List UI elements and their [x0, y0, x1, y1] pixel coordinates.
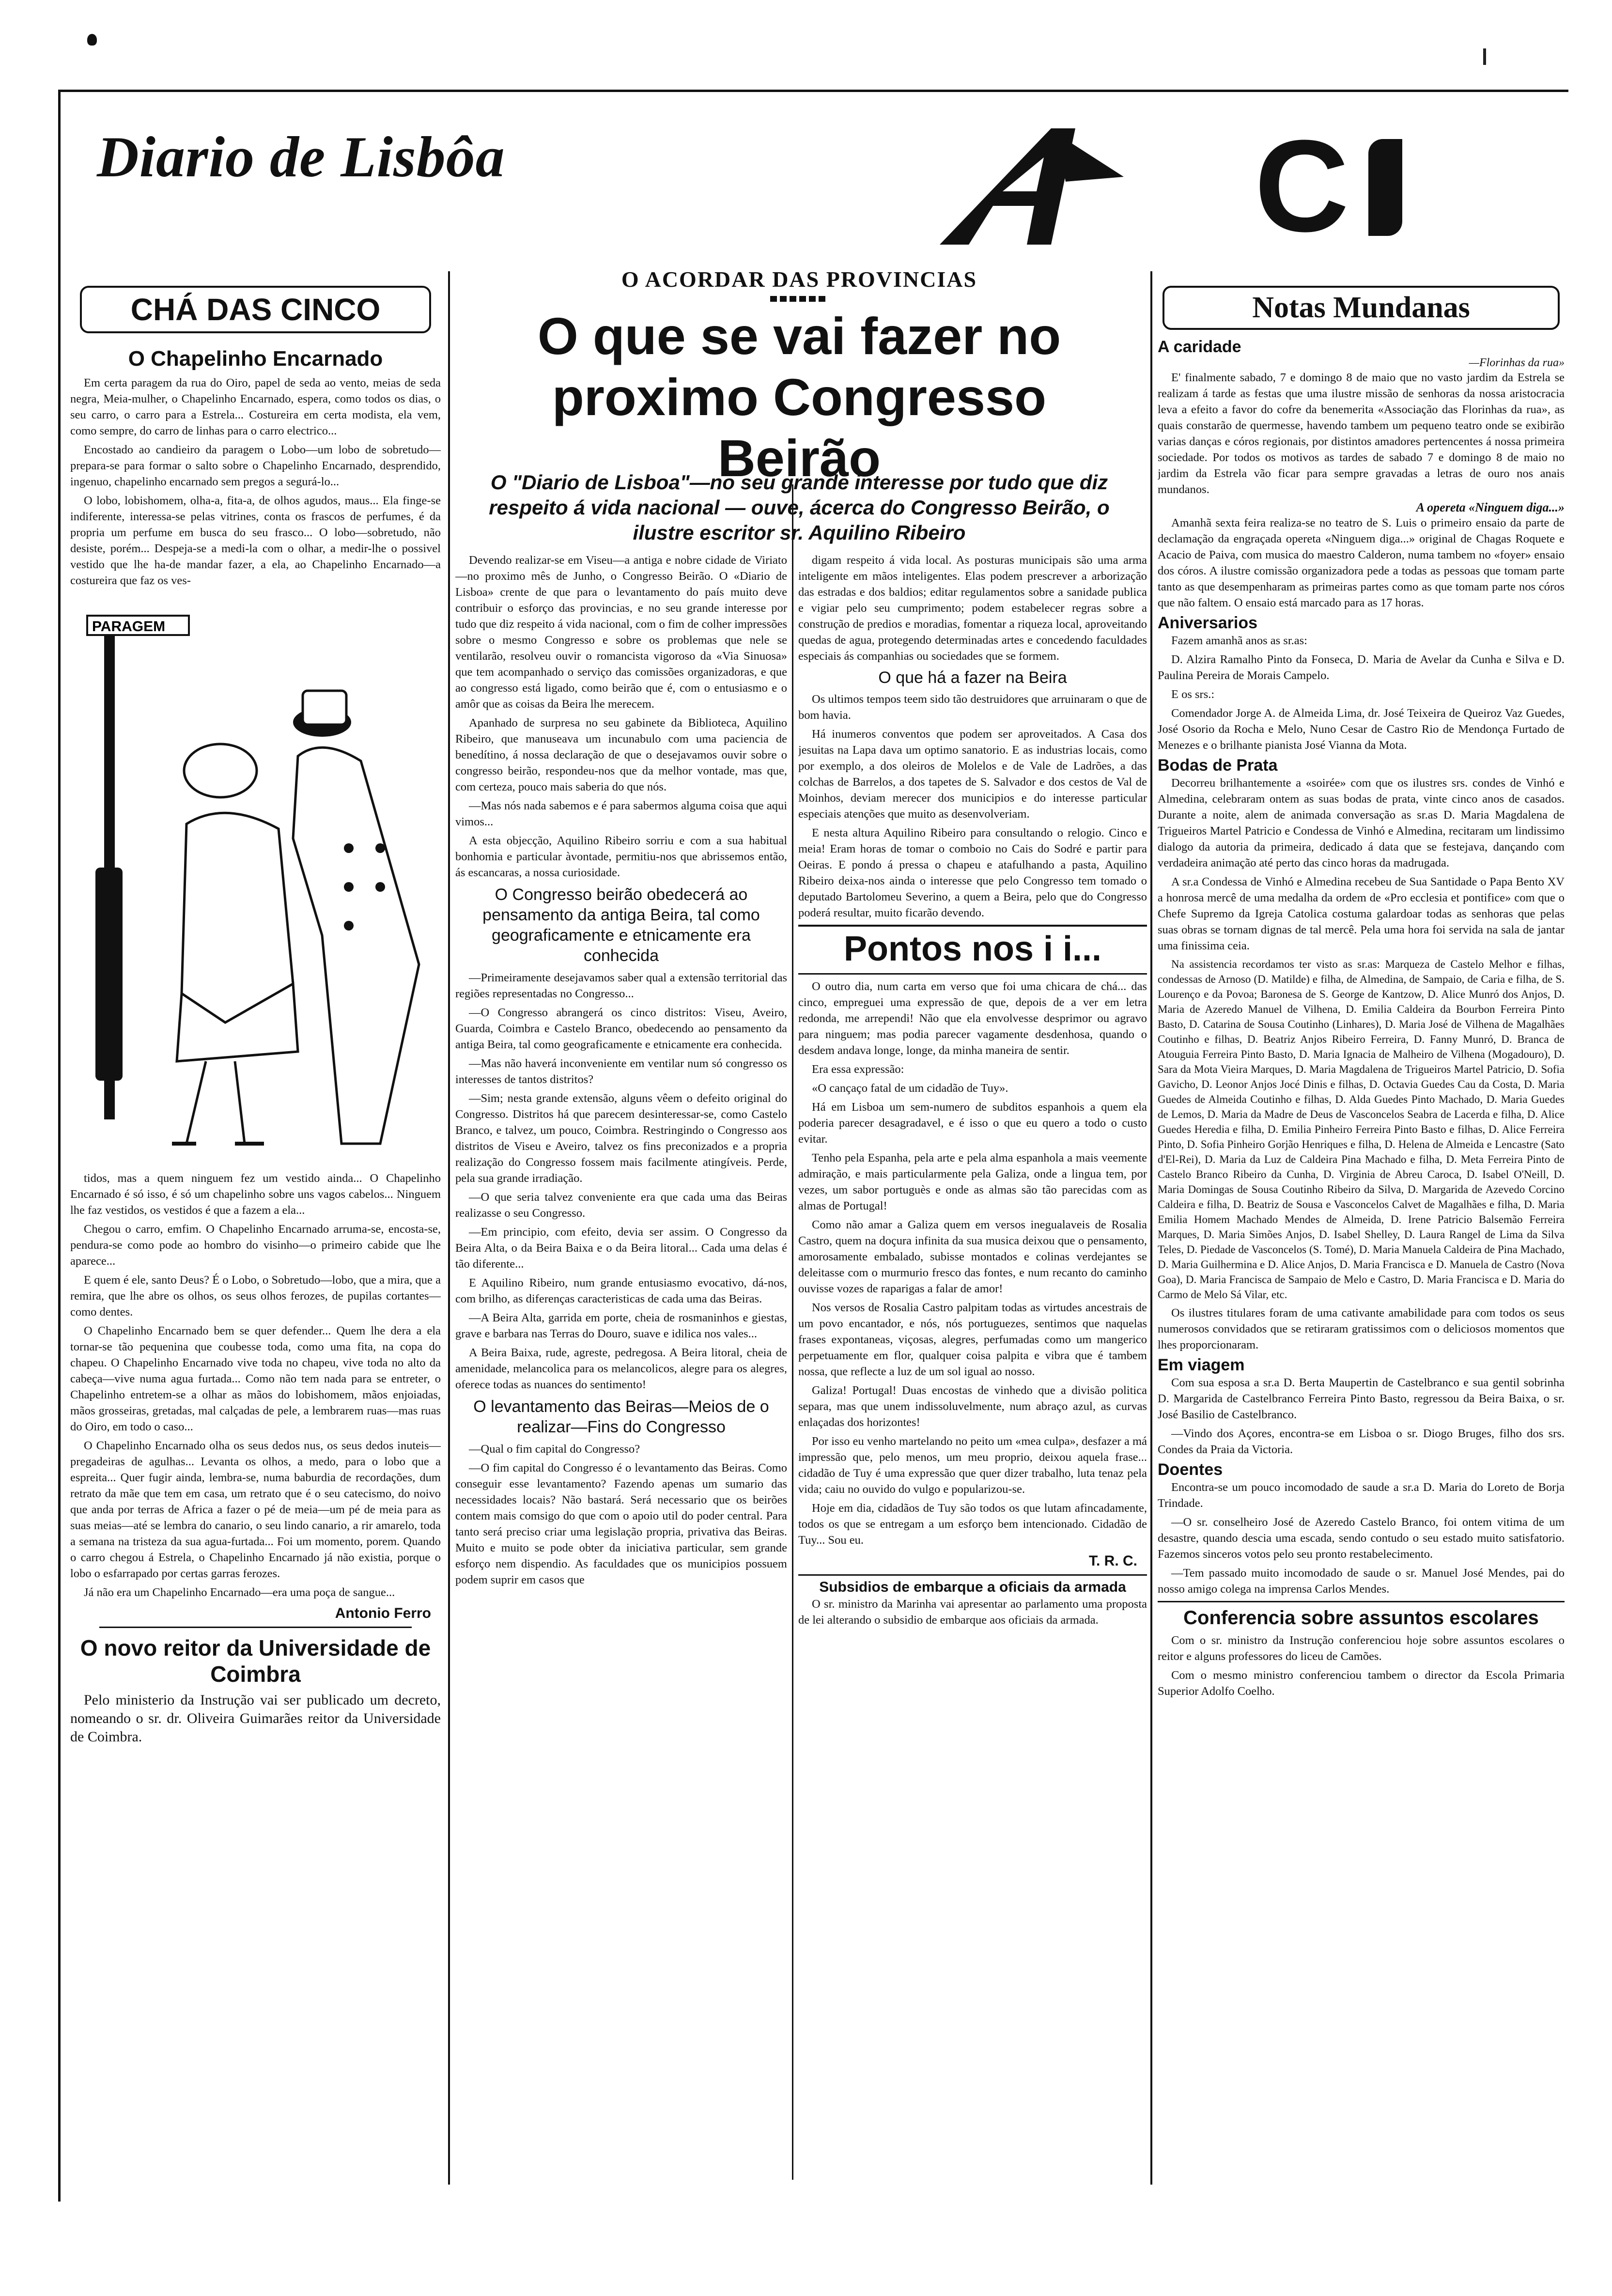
- notes-heading: Aniversarios: [1158, 614, 1257, 632]
- interview-paragraph: —Qual o fim capital do Congresso?: [469, 1443, 640, 1456]
- paragem-sign: PARAGEM: [92, 619, 166, 635]
- notes-paragraph: Amanhã sexta feira realiza-se no teatro de S. Luis o primeiro ensaio da parte de declamação da engraçada opereta «Ninguem diga...» original de Chagas Roquete e Acacio de Paiva, com musica do maestro Calderon, numa tambem no «foyer» ensaio dos córos. A ilustre comissão organizadora pede a todas as pessoas que tomam parte tanto as que desempenharam as primeiras partes como as que tomam parte nos córos que não faltem. O ensaio está marcado para as 17 horas.: [1158, 516, 1565, 609]
- divider: [798, 1574, 1147, 1576]
- main-headline: O que se vai fazer no proximo Congresso Beirão: [537, 307, 1061, 487]
- interview-paragraph: Apanhado de surpresa no seu gabinete da Biblioteca, Aquilino Ribeiro, que manuseava um incunabulo com uma paciencia de benedítino, á nossa declaração de que o desejavamos ouvir sobre o congresso beirão, respondeu-nos que da melhor vontade, mas que, com certeza, pouco mais saberia do que nós.: [455, 716, 787, 793]
- notes-paragraph: —Tem passado muito incomodado de saude o sr. Manuel José Mendes, pai do nosso amigo colega na imprensa Carlos Mendes.: [1158, 1567, 1565, 1596]
- pontos-paragraph: Nos versos de Rosalia Castro palpitam todas as virtudes ancestrais de um povo encantador, e nós, nós portuguezes, sentimos que naquelas frases expontaneas, viçosas, alegres, perfumadas como um mangerico perpetuamente em flor, qualquer coisa palpita e vibra que é tambem nossa, que reflecte a luz de um sol igual ao nosso.: [798, 1301, 1147, 1378]
- interview-paragraph: —A Beira Alta, garrida em porte, cheia de rosmaninhos e giestas, grave e barbara nas Terras do Douro, suave e idilica nos vales...: [455, 1311, 787, 1340]
- section-header-cha: CHÁ DAS CINCO: [80, 286, 431, 333]
- story-paragraph: O Chapelinho Encarnado bem se quer defender... Quem lhe dera a ela tornar-se tão pequenina que coubesse toda, como uma fita, na copa do chapeu. O Chapelinho Encarnado vive toda no chapeu, vive toda no alto da cabeça—vive numa agua furtada... Como não tem nada para se entreter, o Chapelinho entretem-se a olhar as mãos do lobishomem, mãos enjoiadas, mãos grosseiras, gretadas, mal calçadas de pele, a lembrarem ruas—mas ruas do Oiro, em todo o caso...: [70, 1324, 441, 1433]
- interview-paragraph: E Aquilino Ribeiro, num grande entusiasmo evocativo, dá-nos, com brilho, as diferenças caracteristicas de cada uma das Beiras.: [455, 1276, 787, 1305]
- interview-column-2: [798, 552, 1147, 2194]
- notes-paragraph: Fazem amanhã anos as sr.as:: [1171, 634, 1307, 647]
- ink-mark: [87, 34, 97, 46]
- pontos-paragraph: Há em Lisboa um sem-numero de subditos espanhois a quem ela poderia parecer desagradavel, e é isso o que eu quero a todo o custo evitar.: [798, 1101, 1147, 1146]
- interview-paragraph: —O fim capital do Congresso é o levantamento das Beiras. Como conseguir esse levantamento? Fazendo apenas um sumario das necessidades locais? Não bastará. Será necessario que os beirões contem mais comsigo do que com o apoio util do poder central. Para tanto será preciso criar uma legislação propria, privativa das Beiras. Muito e muito se pode obter da iniciativa particular, sem grande esforço nem dispendio. As faculdades que os municipios possuem podem suprir em casos que: [455, 1461, 787, 1586]
- chapelinho-illustration: [70, 596, 441, 1168]
- interview-paragraph: —O que seria talvez conveniente era que cada uma das Beiras realizasse o seu Congresso.: [455, 1191, 787, 1220]
- illustration-area: [70, 591, 441, 1170]
- story-paragraph: O lobo, lobishomem, olha-a, fita-a, de olhos agudos, maus... Ela finge-se indiferente, interessa-se pelas vitrines, conta os frascos de perfumes, é da propria um perfume em busca do seu frasco... O lobo—sobretudo, não desiste, porém... Despeja-se a medi-la com o olhar, a medir-lhe o possivel vestido que lhe ha-de mandar fazer, a ela, ao Chapelinho Encarnado—a costureira que faz os ves-: [70, 494, 441, 587]
- news-title: O novo reitor da Universidade de Coimbra: [80, 1635, 431, 1687]
- divider: [798, 973, 1147, 975]
- interview-paragraph: A esta objecção, Aquilino Ribeiro sorriu e com a sua habitual bonhomia e particular àvontade, permitiu-nos que abrissemos então, ás escancaras, a nossa curiosidade.: [455, 834, 787, 879]
- story-paragraph: O Chapelinho Encarnado olha os seus dedos nus, os seus dedos inuteis—pregadeiras de agulhas... Levanta os olhos, a medo, para o lobo que a espreita... Quer fugir ainda, lembra-se, numa baburdia de recordações, dum retrato da mãe que tem em casa, um retrato que é o seu catecismo, do noivo que anda por terras de Africa a fazer o pé de meia—um pé de meia para as suas meias—até se lembra do canario, o seu lindo canario, a rir amarelo, toda a semana na tristeza da sua agua-furtada... Foi um momento, porem. Quando o carro chegou á Estrela, o Chapelinho Encarnado já não existia, porque o lobo o esfarrapado por certas garras ferozes.: [70, 1439, 441, 1580]
- byline: Antonio Ferro: [335, 1605, 431, 1621]
- story-paragraph: Encostado ao candieiro da paragem o Lobo—um lobo de sobretudo—prepara-se para formar o salto sobre o Chapelinho Encarnado, desprendido, ingenuo, chapelinho encarnado sem pregos a segurá-lo...: [70, 443, 441, 488]
- story-title: O Chapelinho Encarnado: [128, 347, 383, 371]
- notes-paragraph: Com o sr. ministro da Instrução conferenciou hoje sobre assuntos escolares o reitor e alguns professores do liceu de Camões.: [1158, 1634, 1565, 1663]
- left-border: [58, 90, 61, 2202]
- column-rule: [448, 271, 450, 2185]
- top-rule: [58, 90, 1568, 92]
- interview-paragraph: Há inumeros conventos que podem ser aproveitados. A Casa dos jesuitas na Lapa dava um optimo sanatorio. E as industrias locais, como por exemplo, a dos oleiros de Molelos e de Vale de Ladrões, a das colchas de Barrelos, a dos tapetes de S. Salvador e dos cestos de Val de Moinhos, deviam merecer dos municipios e do interesse particular especiais atenções que muito as desenvolveriam.: [798, 728, 1147, 821]
- interview-subheading: O Congresso beirão obedecerá ao pensamento da antiga Beira, tal como geograficamente e etnicamente era conhecida: [482, 885, 760, 965]
- notes-paragraph: —O sr. conselheiro José de Azeredo Castelo Branco, foi ontem vitima de um desastre, quando descia uma escada, sendo contudo o seu estado muito satisfatorio. Fazemos sinceros votos pelo seu pronto restabelecimento.: [1158, 1516, 1565, 1561]
- notes-paragraph: E os srs.:: [1171, 688, 1215, 701]
- column-rule: [1150, 271, 1152, 2185]
- divider: [99, 1627, 412, 1628]
- interview-paragraph: E nesta altura Aquilino Ribeiro para consultando o relogio. Cinco e meia! Eram horas de tomar o comboio no Cais do Sodré e partir para Oeiras. E pondo á pressa o chapeu e atafulhando a pasta, Aquilino Ribeiro deixa-nos ainda o interesse que pelo Congresso tem tomado o deputado Bartolomeu Severino, a quem a Beira, pelo que do Congresso poderá resultar, muito ficarão devendo.: [798, 826, 1147, 919]
- interview-paragraph: —Mas não haverá inconveniente em ventilar num só congresso os interesses de tantos distritos?: [455, 1057, 787, 1086]
- interview-paragraph: —Primeiramente desejavamos saber qual a extensão territorial das regiões representadas no Congresso...: [455, 971, 787, 1000]
- story-paragraph: E quem é ele, santo Deus? É o Lobo, o Sobretudo—lobo, que a mira, que a remira, que lhe abre os olhos, os seus olhos ferozes, de pupilas cortantes—como dentes.: [70, 1273, 441, 1319]
- notes-paragraph: Decorreu brilhantemente a «soirée» com que os ilustres srs. condes de Vinhó e Almedina, celebraram ontem as suas bodas de prata, vinte cinco anos de casados. Durante a noite, alem de animada conversação as sr.as D. Maria Magdalena de Trigueiros Martel Patricio e Condessa de Vinhó e Almedina, recitaram um lindissimo dialogo da autoria da primeira, dedicado á data que se festejava, dançando com verdadeira animação até perto das cinco horas da madrugada.: [1158, 776, 1565, 869]
- pontos-paragraph: Como não amar a Galiza quem em versos inegualaveis de Rosalia Castro, quem na doçura infinita da sua musica deixou que o pensamento, amorosamente embalado, subisse montados e colinas verdejantes se deleitasse com o murmurio fresco das fontes, e num recanto do caminho ouvisse vozes de raparigas a falar de amor!: [798, 1218, 1147, 1295]
- notes-heading: Bodas de Prata: [1158, 756, 1278, 775]
- notes-subheading: A opereta «Ninguem diga...»: [1416, 500, 1565, 514]
- notes-paragraph: Com o mesmo ministro conferenciou tambem o director da Escola Primaria Superior Adolfo Coelho.: [1158, 1669, 1565, 1698]
- notes-heading: Em viagem: [1158, 1356, 1245, 1374]
- conference-title: Conferencia sobre assuntos escolares: [1183, 1607, 1539, 1629]
- pontos-paragraph: «O cançaço fatal de um cidadão de Tuy».: [812, 1082, 1008, 1095]
- story-paragraph: tidos, mas a quem ninguem fez um vestido ainda... O Chapelinho Encarnado é só isso, é só um chapelinho sobre uns vagos cabelos... Ninguem lhe faz vestidos, os vestidos é que a fazem a ela...: [70, 1172, 441, 1217]
- masthead-title: Diario de Lisbôa: [97, 124, 505, 189]
- interview-paragraph: —Em principio, com efeito, devia ser assim. O Congresso da Beira Alta, o da Beira Baixa e o da Beira litoral... Cada uma delas é tão diferente...: [455, 1226, 787, 1271]
- story-paragraph: Chegou o carro, emfim. O Chapelinho Encarnado arruma-se, encosta-se, pendura-se como pode ao hombro do visinho—o primeiro cabide que lhe aparece...: [70, 1223, 441, 1268]
- notes-paragraph: Encontra-se um pouco incomodado de saude a sr.a D. Maria do Loreto de Borja Trindade.: [1158, 1481, 1565, 1510]
- news-body: Pelo ministerio da Instrução vai ser publicado um decreto, nomeando o sr. dr. Oliveira Guimarães reitor da Universidade de Coimbra.: [70, 1692, 441, 1745]
- story-paragraph: Em certa paragem da rua do Oiro, papel de seda ao vento, meias de seda negra, Meia-mulher, o Chapelinho Encarnado, espera, como todos os dias, o seu carro, o carro para a Estrela... Costureira em certa modista, ela vem, como sempre, do carro de linhas para o carro electrico...: [70, 376, 441, 437]
- notes-paragraph: A sr.a Condessa de Vinhó e Almedina recebeu de Sua Santidade o Papa Bento XV a honrosa mercê de uma medalha da ordem de «Pro ecclesia et pontifice» com que o Chefe Supremo da Igreja Catolica costuma galardoar todas as senhoras que pelas suas obras se tornam dignas de tal mercê. Pela uma hora foi servida na sala de jantar uma finissima ceia.: [1158, 875, 1565, 952]
- pontos-signature: T. R. C.: [1088, 1553, 1137, 1569]
- interview-subheading: O que há a fazer na Beira: [878, 668, 1067, 687]
- ornament: [770, 296, 828, 302]
- masthead-letter-a: [930, 124, 1133, 249]
- pontos-title: Pontos nos i i...: [843, 930, 1102, 968]
- notes-paragraph: Com sua esposa a sr.a D. Berta Maupertin de Castelbranco e sua gentil sobrinha D. Margarida de Castelbranco Ferreira Pinto Basto, regressou da Beira Baixa, o sr. José Basilio de Castelbranco.: [1158, 1376, 1565, 1421]
- story-paragraph: Já não era um Chapelinho Encarnado—era uma poça de sangue...: [84, 1586, 395, 1599]
- interview-paragraph: A Beira Baixa, rude, agreste, pedregosa. A Beira litoral, cheia de amenidade, melancolica para os melancolicos, alegre para os alegres, oferece todas as nuances do sentimento!: [455, 1346, 787, 1391]
- ink-mark: [1483, 48, 1486, 65]
- masthead-letter-c: C: [1255, 121, 1402, 252]
- pontos-paragraph: Era essa expressão:: [812, 1063, 904, 1076]
- pontos-paragraph: Por isso eu venho martelando no peito um «mea culpa», desfazer a má impressão que, pelo menos, um meu proprio, deixou aquela frase... cidadão de Tuy é uma expressão que quer dizer trabalho, luta tenaz pela vida; caiu no ouvido do vulgo e popularizou-se.: [798, 1435, 1147, 1496]
- pontos-paragraph: Tenho pela Espanha, pela arte e pela alma espanhola a mais veemente admiração, e mais particularmente pela Galiza, onde a lingua tem, por vezes, um sabor portuguès e onde as almas são tão parecidas com as almas de Portugal!: [798, 1151, 1147, 1212]
- interview-column-1: [455, 552, 787, 2194]
- notes-paragraph: Os ilustres titulares foram de uma cativante amabilidade para com todos os seus numerosos convidados que se retiraram gratissimos com o deliciosos momentos que lhes proporcionaram.: [1158, 1306, 1565, 1351]
- left-column: [70, 286, 441, 2189]
- notes-paragraph: E' finalmente sabado, 7 e domingo 8 de maio que no vasto jardim da Estrela se realizam á tarde as festas que uma ilustre missão de senhoras da nossa aristocracia leva a efeito a favor do cofre da benemerita «Associação das Florinhas da rua», as quais constarão de quermesse, havendo tambem um pequeno teatro onde se exibirão varias danças e córos regionais, por distintos amadores pertencentes á nossa primeira sociedade. Por todos os motivos as tardes de sabado 7 e domingo 8 de maio no jardim da Estrela vão ficar para sempre gravadas a letras de ouro nos anais mundanos.: [1158, 371, 1565, 496]
- notes-credit: —Florinhas da rua»: [1469, 357, 1565, 369]
- notes-heading: Doentes: [1158, 1460, 1223, 1479]
- interview-paragraph: Devendo realizar-se em Viseu—a antiga e nobre cidade de Viriato—no proximo mês de Junho, o Congresso Beirão. O «Diario de Lisboa» crente de que para o levantamento do país muito deve contribuir o esforço das provincias, e no seu grande interesse por tudo que diz respeito á vida nacional, com o fim de colher impressões sobre o mesmo Congresso e sobre os problemas que nele se ventilarão, resolveu ouvir o romancista vigoroso da «Via Sinuosa» que tem acompanhado o serviço das comissões organizadoras, e que ao congresso está ligado, como beirão que é, com o entusiasmo e o amôr que as coisas da Beira lhe merecem.: [455, 554, 787, 711]
- divider: [1158, 1601, 1565, 1602]
- interview-paragraph: digam respeito á vida local. As posturas municipais são uma arma inteligente em mãos inteligentes. Elas podem prescrever a arborização das estradas e dos baldios; editar regulamentos sobre a sanidade publica e vigiar pelo seu cumprimento; podem estabelecer regras sobre a construção de predios e moradias, fomentar a riqueza local, aproveitando quedas de agua, protegendo determinadas artes e concedendo faculdades especiais ás companhias ou sociedades que se formem.: [798, 554, 1147, 663]
- pontos-paragraph: Galiza! Portugal! Duas encostas de vinhedo que a divisão politica separa, mas que unem indissoluvelmente, num abraço azul, as curvas enlaçadas dos horizontes!: [798, 1384, 1147, 1429]
- section-header-notas: Notas Mundanas: [1162, 286, 1560, 330]
- interview-paragraph: —Sim; nesta grande extensão, alguns vêem o defeito original do Congresso. Distritos há que parecem desinteressar-se, como Castelo Branco, e talvez, um pouco, Coimbra. Restringindo o Congresso aos distritos de Viseu e Aveiro, talvez os fins preconizados e a propria realização do Congresso fossem mais facilmente atingíveis. Perde, pela sua grande irradiação.: [455, 1092, 787, 1185]
- interview-paragraph: —Mas nós nada sabemos e é para sabermos alguma coisa que aqui vimos...: [455, 799, 787, 828]
- interview-paragraph: Os ultimos tempos teem sido tão destruidores que arruinaram o que de bom havia.: [798, 693, 1147, 722]
- notes-paragraph: Na assistencia recordamos ter visto as sr.as: Marqueza de Castelo Melhor e filhas, condessas de Arnoso (D. Matilde) e filha, de Almedina, de Sampaio, de Caria e filha, de S. Lourenço e da Povoa; Baronesa de S. George de Kantzow, D. Alice Munró dos Anjos, D. Maria de Azeredo Manuel de Vilhena, D. Emilia Caldeira da Bourbon Ferreira Pinto Basto, D. Catarina de Sousa Coutinho (Linhares), D. Maria José de Vilhena de Magalhães Coutinho e filhas, D. Beatriz Anjos Ribeiro Ferreira, D. Fanny Munró, D. Branca de Atouguia Ferreira Pinto Basto, D. Maria Ignacia de Malheiro de Vilhena (Mogadouro), D. Sara da Mota Vieira Marques, D. Maria Magdalena de Trigueiros Martel Patricio, D. Sofia Gavicho, D. Leonor Anjos Jocé Dinis e filhas, D. Octavia Guedes Cau da Costa, D. Maria Guedes de Almeida Coutinho e filhas, D. Alda Guedes Pinto Machado, D. Maria Guedes de Lemos, D. Maria da Madre de Deus de Vasconcelos Seabra de Lacerda e filha, D. Alice Guedes Heredia e filha, D. Emilia Pinheiro Ferreira Pinto Basto e filhas, D. Alice Ferreira Pinto, D. Sofia Pinheiro Gorjão Henriques e filha, D. Helena de Almeida e Lencastre (Sato d'El-Rei), D. Maria da Luz de Caldeira Pina Machado e filha, D. Meta Ferreira Pinto de Castelo Branco Ribeiro da Cunha, D. Virginia de Abreu Caroca, D. Isabel O'Neill, D. Maria Domingas de Sousa Coutinho Ribeiro da Silva, D. Margarida de Azevedo Corcino Caldeira e filha, D. Beatriz de Sousa e Vasconcelos Calvet de Magalhães e filha, D. Maria Emilia Homem Machado Mendes de Almeida, D. Irene Patricio Balsemão Ferreira Marques, D. Maria Simões Anjos, D. Isabel Shelley, D. Laura Rangel de Lima da Silva Teles, D. Piedade de Vasconcelos (S. Tomé), D. Maria Manuela Caldeira de Pina Machado, D. Maria Guilhermina e D. Alice Anjos, D. Maria Francisca e D. Manuela de Castro (Nova Goa), D. Maria Francisca de Sampaio de Melo e Castro, D. Maria Francisca e D. Maria do Carmo de Melo Sá Vilar, etc.: [1158, 958, 1565, 1301]
- divider: [798, 925, 1147, 927]
- notes-paragraph: —Vindo dos Açores, encontra-se em Lisboa o sr. Diogo Bruges, filho dos srs. Condes da Praia da Victoria.: [1158, 1427, 1565, 1456]
- armada-body: O sr. ministro da Marinha vai apresentar ao parlamento uma proposta de lei alterando o subsidio de embarque aos oficiais da armada.: [798, 1598, 1147, 1627]
- notes-heading: A caridade: [1158, 338, 1241, 356]
- interview-subhead: O "Diario de Lisboa"—no seu grande interesse por tudo que diz respeito á vida nacional — ouve, ácerca do Congresso Beirão, o ilustre escritor sr. Aquilino Ribeiro: [489, 471, 1110, 544]
- headline-block: [450, 266, 1148, 489]
- notes-paragraph: D. Alzira Ramalho Pinto da Fonseca, D. Maria de Avelar da Cunha e Silva e D. Paulina Pereira de Morais Campelo.: [1158, 653, 1565, 682]
- interview-paragraph: —O Congresso abrangerá os cinco distritos: Viseu, Aveiro, Guarda, Coimbra e Castelo Branco, obedecendo ao pensamento da antiga Beira, tal como geograficamente e etnicamente era conhecida.: [455, 1006, 787, 1051]
- interview-subheading: O levantamento das Beiras—Meios de o realizar—Fins do Congresso: [473, 1397, 769, 1436]
- column-rule: [792, 484, 793, 2180]
- pontos-paragraph: Hoje em dia, cidadãos de Tuy são todos os que lutam afincadamente, todos os que se entregam a um esforço bem intencionado. Cidadão de Tuy... Sou eu.: [798, 1502, 1147, 1547]
- pontos-paragraph: O outro dia, num carta em verso que foi uma chicara de chá... das cinco, empreguei uma expressão de que, depois de a ver em letra redonda, me arrependi! Não que ela envolvesse desprimor ou agravo para ninguem; mas podia parecer vagamente desdenhosa, quando o desdem andava longe, longe, da minha maneira de sentir.: [798, 980, 1147, 1057]
- kicker: O ACORDAR DAS PROVINCIAS: [621, 267, 977, 292]
- notes-paragraph: Comendador Jorge A. de Almeida Lima, dr. José Teixeira de Queiroz Vaz Guedes, José Osorio da Rocha e Melo, Nuno Cesar de Castro Rio de Mendonça Furtado de Menezes e o brilhante pianista José Vianna da Mota.: [1158, 707, 1565, 752]
- armada-title: Subsidios de embarque a oficiais da armada: [819, 1579, 1126, 1595]
- subheadline: [450, 470, 1148, 552]
- right-column: [1158, 286, 1565, 2194]
